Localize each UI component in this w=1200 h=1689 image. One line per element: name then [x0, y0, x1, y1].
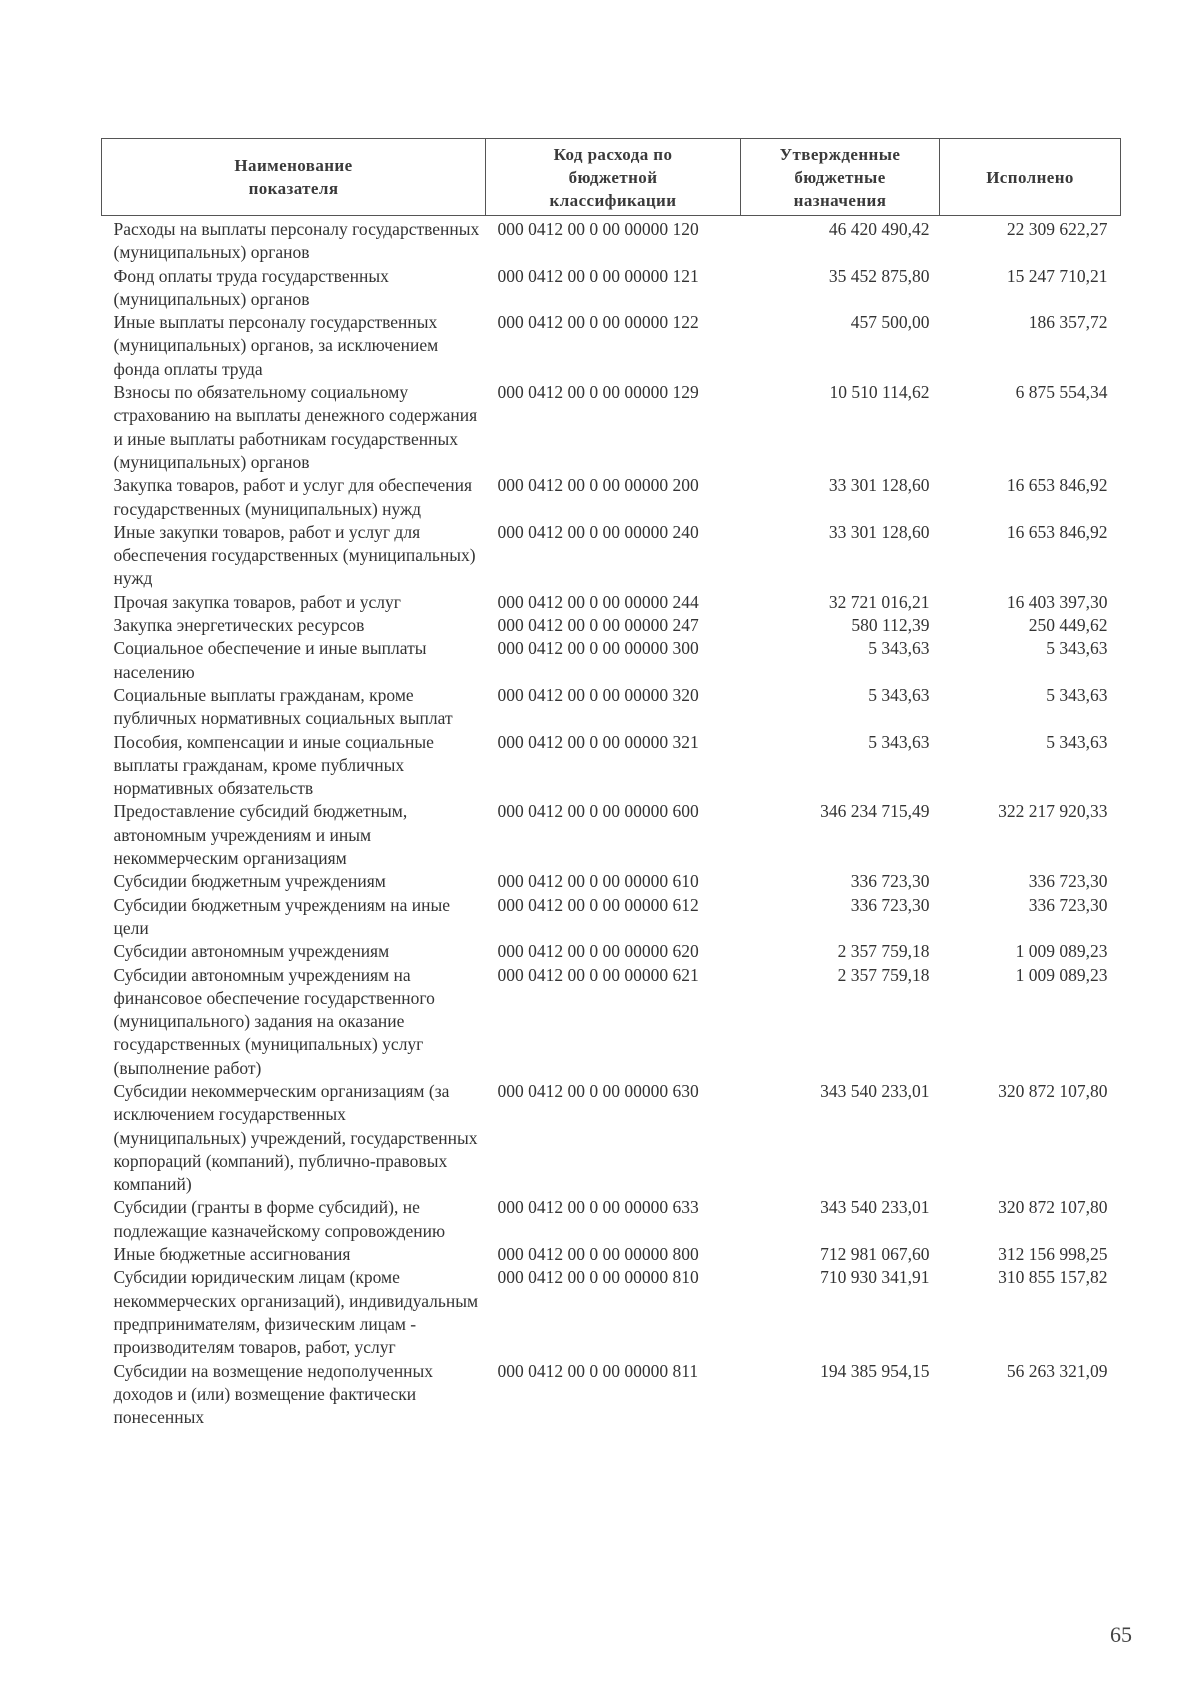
table-row	[102, 964, 1121, 1080]
table-row	[102, 1266, 1121, 1359]
table-row	[102, 614, 1121, 637]
cell-name: Закупка энергетических ресурсов	[113, 615, 365, 636]
cell-approved: 5 343,63	[868, 684, 930, 705]
cell-code: 000 0412 00 0 00 00000 240	[497, 521, 699, 542]
cell-name: Социальные выплаты гражданам, кроме публичных нормативных социальных выплат	[113, 684, 453, 729]
cell-approved: 457 500,00	[850, 312, 930, 333]
cell-approved: 712 981 067,60	[820, 1244, 930, 1265]
table-row	[102, 1196, 1121, 1243]
header-executed-line: Исполнено	[986, 167, 1074, 187]
cell-approved: 33 301 128,60	[828, 521, 930, 542]
table-row	[102, 870, 1121, 893]
cell-name: Субсидии автономным учреждениям	[113, 941, 390, 962]
cell-executed: 5 343,63	[1046, 684, 1108, 705]
cell-executed: 336 723,30	[1028, 894, 1108, 915]
cell-approved: 2 357 759,18	[837, 941, 930, 962]
cell-executed: 1 009 089,23	[1015, 964, 1108, 985]
cell-name: Субсидии (гранты в форме субсидий), не подлежащие казначейскому сопровождению	[113, 1197, 446, 1241]
cell-name: Иные бюджетные ассигнования	[113, 1244, 351, 1265]
table-row	[102, 637, 1121, 684]
cell-name: Пособия, компенсации и иные социальные выплаты гражданам, кроме публичных нормативных обязательств	[113, 731, 434, 799]
cell-code: 000 0412 00 0 00 00000 321	[497, 731, 699, 752]
cell-executed: 16 653 846,92	[1006, 521, 1108, 542]
cell-code: 000 0412 00 0 00 00000 621	[497, 964, 699, 985]
cell-code: 000 0412 00 0 00 00000 120	[497, 219, 699, 239]
cell-code: 000 0412 00 0 00 00000 612	[497, 894, 699, 915]
table-row	[102, 216, 1121, 265]
header-approved-line: Утвержденные	[779, 144, 901, 164]
cell-name: Субсидии на возмещение недополученных доходов и (или) возмещение фактически понесенных	[113, 1360, 434, 1428]
table-row	[102, 731, 1121, 801]
cell-approved: 343 540 233,01	[820, 1197, 930, 1218]
header-name-line: показателя	[248, 179, 339, 198]
cell-code: 000 0412 00 0 00 00000 800	[497, 1244, 699, 1265]
cell-code: 000 0412 00 0 00 00000 129	[497, 382, 699, 403]
cell-approved: 33 301 128,60	[828, 475, 930, 496]
cell-name: Субсидии бюджетным учреждениям	[113, 871, 386, 892]
cell-code: 000 0412 00 0 00 00000 630	[497, 1080, 699, 1101]
cell-name: Социальное обеспечение и иные выплаты населению	[113, 638, 427, 682]
cell-code: 000 0412 00 0 00 00000 244	[497, 591, 699, 612]
table-header-row	[102, 139, 1121, 216]
cell-name: Субсидии бюджетным учреждениям на иные цели	[113, 894, 450, 938]
page-number: 65	[1110, 1622, 1132, 1647]
header-approved	[741, 139, 940, 216]
cell-name: Субсидии автономным учреждениям на финансовое обеспечение государственного (муниципального) задания на оказание государственных (муниципальных) услуг (выполнение работ)	[113, 964, 435, 1078]
table-row	[102, 1080, 1121, 1196]
cell-code: 000 0412 00 0 00 00000 620	[497, 941, 699, 962]
cell-executed: 16 403 397,30	[1006, 591, 1108, 612]
cell-code: 000 0412 00 0 00 00000 300	[497, 638, 699, 659]
cell-executed: 250 449,62	[1028, 615, 1108, 636]
header-approved-line: бюджетные	[794, 167, 886, 187]
cell-executed: 5 343,63	[1046, 731, 1108, 752]
header-code-line: бюджетной	[568, 167, 658, 187]
table-row	[102, 940, 1121, 963]
cell-name: Прочая закупка товаров, работ и услуг	[113, 591, 401, 612]
cell-name: Субсидии юридическим лицам (кроме некоммерческих организаций), индивидуальным предпринимателям, физическим лицам - производителям товаров, работ, услуг	[113, 1267, 479, 1358]
header-executed	[940, 139, 1121, 216]
header-code	[486, 139, 741, 216]
cell-approved: 336 723,30	[850, 871, 930, 892]
cell-code: 000 0412 00 0 00 00000 320	[497, 684, 699, 705]
cell-name: Субсидии некоммерческим организациям (за исключением государственных (муниципальных) учреждений, государственных корпораций (компаний), публично-правовых компаний)	[113, 1080, 478, 1195]
cell-executed: 322 217 920,33	[998, 801, 1108, 822]
cell-executed: 5 343,63	[1046, 638, 1108, 659]
header-code-line: классификации	[549, 190, 677, 210]
cell-name: Фонд оплаты труда государственных (муниципальных) органов	[113, 265, 389, 309]
cell-approved: 10 510 114,62	[829, 382, 930, 403]
table-row	[102, 381, 1121, 474]
cell-code: 000 0412 00 0 00 00000 122	[497, 312, 699, 333]
header-name-line: Наименование	[234, 156, 353, 175]
cell-approved: 336 723,30	[850, 894, 930, 915]
cell-approved: 5 343,63	[868, 731, 930, 752]
cell-name: Расходы на выплаты персоналу государственных (муниципальных) органов	[113, 219, 480, 263]
budget-table	[101, 138, 1121, 1429]
cell-approved: 580 112,39	[851, 615, 930, 636]
cell-code: 000 0412 00 0 00 00000 610	[497, 871, 699, 892]
table-body	[102, 216, 1121, 1430]
cell-executed: 6 875 554,34	[1015, 382, 1108, 403]
cell-name: Взносы по обязательному социальному страхованию на выплаты денежного содержания и иные выплаты работникам государственных (муниципальных) органов	[113, 382, 478, 472]
cell-executed: 336 723,30	[1028, 871, 1108, 892]
cell-executed: 16 653 846,92	[1006, 475, 1108, 496]
cell-approved: 710 930 341,91	[820, 1267, 930, 1288]
cell-code: 000 0412 00 0 00 00000 247	[497, 615, 699, 636]
cell-code: 000 0412 00 0 00 00000 633	[497, 1197, 699, 1218]
table-row	[102, 894, 1121, 941]
cell-code: 000 0412 00 0 00 00000 811	[497, 1360, 699, 1381]
cell-executed: 320 872 107,80	[998, 1080, 1108, 1101]
header-approved-line: назначения	[793, 190, 887, 210]
table-row	[102, 800, 1121, 870]
table-row	[102, 265, 1121, 312]
cell-name: Закупка товаров, работ и услуг для обеспечения государственных (муниципальных) нужд	[113, 475, 473, 519]
cell-executed: 310 855 157,82	[998, 1267, 1108, 1288]
cell-executed: 56 263 321,09	[1006, 1360, 1108, 1381]
cell-approved: 46 420 490,42	[828, 219, 930, 239]
cell-approved: 35 452 875,80	[828, 265, 930, 286]
cell-executed: 320 872 107,80	[998, 1197, 1108, 1218]
header-name	[102, 139, 486, 216]
cell-name: Иные закупки товаров, работ и услуг для обеспечения государственных (муниципальных) нужд	[113, 521, 476, 589]
cell-approved: 5 343,63	[868, 638, 930, 659]
cell-approved: 343 540 233,01	[820, 1080, 930, 1101]
cell-executed: 312 156 998,25	[998, 1244, 1108, 1265]
cell-code: 000 0412 00 0 00 00000 200	[497, 475, 699, 496]
table-row	[102, 311, 1121, 381]
cell-executed: 22 309 622,27	[1006, 219, 1108, 239]
cell-name: Иные выплаты персоналу государственных (муниципальных) органов, за исключением фонда оплаты труда	[113, 312, 439, 379]
table-row	[102, 591, 1121, 614]
cell-approved: 346 234 715,49	[820, 801, 930, 822]
table-row	[102, 521, 1121, 591]
cell-executed: 15 247 710,21	[1006, 265, 1108, 286]
cell-executed: 186 357,72	[1028, 312, 1108, 333]
cell-code: 000 0412 00 0 00 00000 121	[497, 265, 699, 286]
table-row	[102, 1243, 1121, 1266]
cell-code: 000 0412 00 0 00 00000 600	[497, 801, 699, 822]
cell-executed: 1 009 089,23	[1015, 941, 1108, 962]
cell-code: 000 0412 00 0 00 00000 810	[497, 1267, 699, 1288]
cell-approved: 194 385 954,15	[820, 1360, 930, 1381]
cell-approved: 32 721 016,21	[828, 591, 930, 612]
table-row	[102, 684, 1121, 731]
header-code-line: Код расхода по	[553, 144, 673, 164]
cell-name: Предоставление субсидий бюджетным, автономным учреждениям и иным некоммерческим организациям	[113, 801, 408, 869]
table-row	[102, 474, 1121, 521]
table-row	[102, 1360, 1121, 1430]
cell-approved: 2 357 759,18	[837, 964, 930, 985]
